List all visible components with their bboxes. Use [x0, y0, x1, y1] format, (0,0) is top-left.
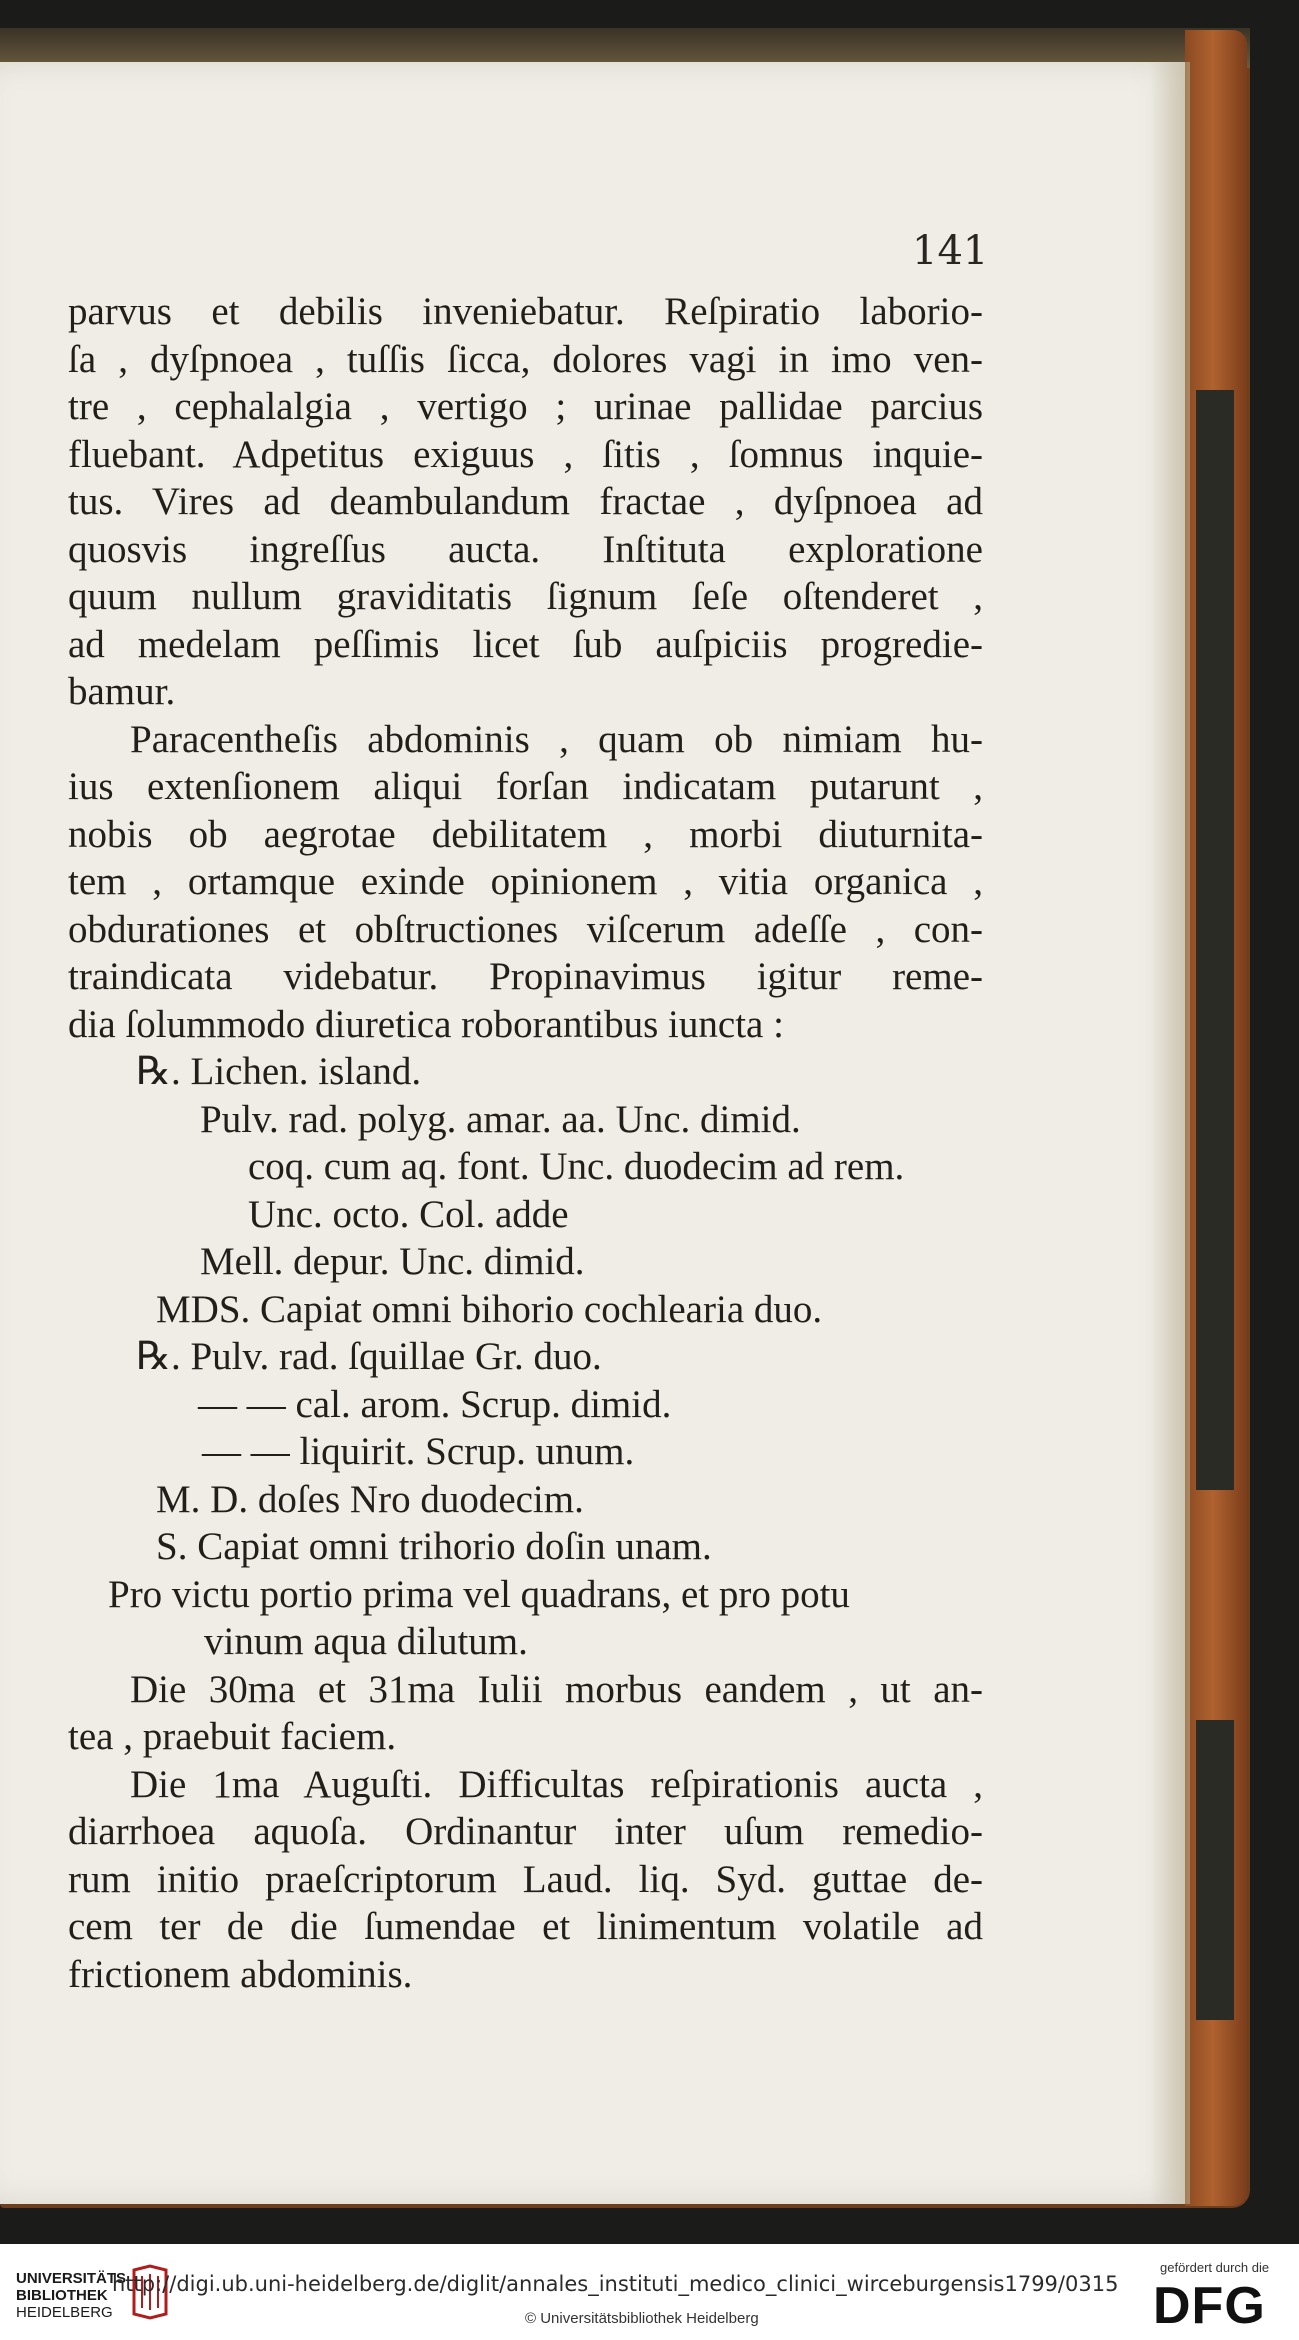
page-gutter-shadow [1150, 62, 1190, 2204]
text-line: tus. Vires ad deambulandum fractae , dyſpnoea ad [68, 480, 983, 523]
text-line: Paracentheſis abdominis , quam ob nimiam hu- [130, 717, 983, 761]
text-line: parvus et debilis inveniebatur. Reſpiratio laborio- [68, 290, 983, 333]
text-line: nobis ob aegrotae debilitatem , morbi diuturnita- [68, 812, 983, 856]
permalink-url[interactable]: http://digi.ub.uni-heidelberg.de/diglit/annales_instituti_medico_clinici_wirceburgensis1799/0315 [112, 2272, 1119, 2296]
text-line: Die 30ma et 31ma Iulii morbus eandem , ut an- [130, 1667, 983, 1711]
text-line: fluebant. Adpetitus exiguus , ſitis , ſomnus inquie- [68, 432, 983, 476]
text-line: diarrhoea aquoſa. Ordinantur inter uſum remedio- [68, 1810, 983, 1853]
text-line: Pro victu portio prima vel quadrans, et pro potu [108, 1572, 850, 1616]
text-line: tre , cephalalgia , vertigo ; urinae pallidae parcius [68, 385, 983, 428]
text-line: — — cal. arom. Scrup. dimid. [198, 1382, 672, 1426]
text-line: Die 1ma Auguſti. Difficultas reſpirationis aucta , [130, 1762, 983, 1806]
text-line: quum nullum graviditatis ſignum ſeſe oſtenderet , [68, 575, 983, 618]
text-line: ius extenſionem aliqui forſan indicatam putarunt , [68, 765, 983, 808]
text-line: tea , praebuit faciem. [68, 1715, 397, 1758]
dfg-logo: DFG [1153, 2277, 1266, 2335]
text-line: ℞. Lichen. island. [136, 1050, 422, 1093]
library-logo-line: BIBLIOTHEK [16, 2287, 108, 2304]
text-line: dia ſolummodo diuretica roborantibus iuncta : [68, 1002, 784, 1046]
text-line: S. Capiat omni trihorio doſin unam. [156, 1525, 712, 1568]
library-logo-line: UNIVERSITÄTS [16, 2270, 127, 2287]
text-line: obdurationes et obſtructiones viſcerum adeſſe , con- [68, 907, 983, 951]
cover-worn-patch [1196, 1720, 1234, 2020]
text-line: ℞. Pulv. rad. ſquillae Gr. duo. [136, 1335, 602, 1378]
text-line: coq. cum aq. font. Unc. duodecim ad rem. [248, 1145, 905, 1188]
text-line: ſa , dyſpnoea , tuſſis ſicca, dolores vagi in imo ven- [68, 337, 983, 381]
text-line: bamur. [68, 670, 176, 713]
library-logo-line: HEIDELBERG [16, 2304, 113, 2321]
cover-worn-patch [1196, 390, 1234, 1490]
library-logo-text [16, 2270, 126, 2321]
page-number: 141 [912, 228, 989, 274]
footer-bar [0, 2244, 1299, 2340]
text-line: Unc. octo. Col. adde [248, 1192, 569, 1236]
text-line: Mell. depur. Unc. dimid. [200, 1240, 585, 1283]
text-line: rum initio praeſcriptorum Laud. liq. Syd. guttae de- [68, 1857, 983, 1901]
funding-note: gefördert durch die [1160, 2260, 1270, 2275]
text-line: Pulv. rad. polyg. amar. aa. Unc. dimid. [200, 1097, 801, 1141]
text-line: MDS. Capiat omni bihorio cochlearia duo. [156, 1287, 823, 1331]
text-line: — — liquirit. Scrup. unum. [202, 1430, 635, 1473]
text-line: quosvis ingreſſus aucta. Inſtituta exploratione [68, 527, 983, 571]
copyright-notice: © Universitätsbibliothek Heidelberg [525, 2310, 759, 2327]
text-line: traindicata videbatur. Propinavimus igitur reme- [68, 955, 983, 998]
text-line: cem ter de die ſumendae et linimentum volatile ad [68, 1905, 983, 1948]
text-line: tem , ortamque exinde opinionem , vitia organica , [68, 860, 983, 903]
page-text-block [68, 288, 983, 1998]
text-line: frictionem abdominis. [68, 1952, 413, 1996]
text-line: M. D. doſes Nro duodecim. [156, 1477, 584, 1521]
text-line: vinum aqua dilutum. [204, 1620, 528, 1663]
text-line: ad medelam peſſimis licet ſub auſpiciis progredie- [68, 622, 983, 666]
